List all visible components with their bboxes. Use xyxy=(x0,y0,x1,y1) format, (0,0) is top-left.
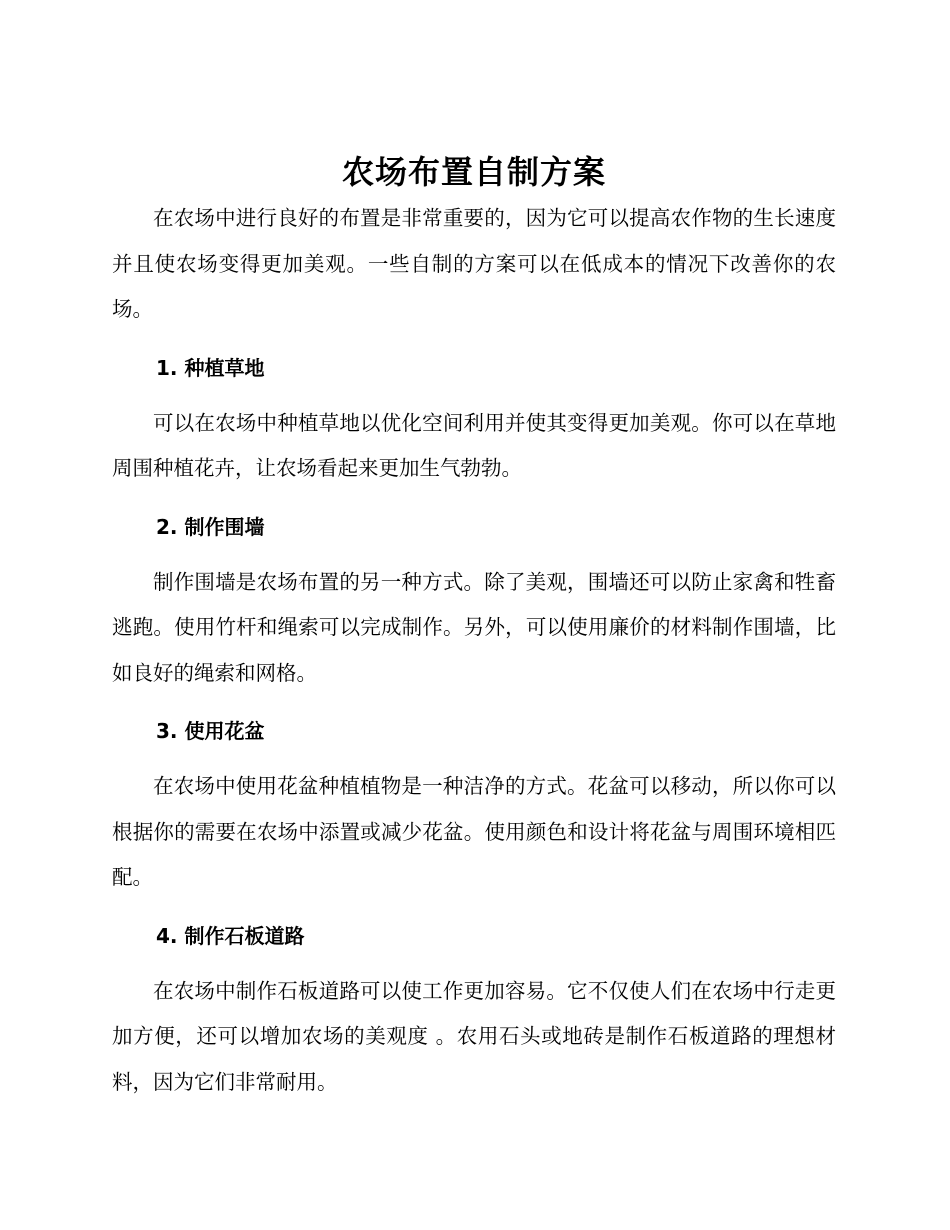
document-body xyxy=(112,150,836,1105)
document-title: 农场布置自制方案 xyxy=(341,153,606,191)
section-heading: 4. 制作石板道路 xyxy=(156,923,305,948)
section-building-fence xyxy=(112,512,836,697)
section-heading: 3. 使用花盆 xyxy=(156,719,265,743)
section-paragraph: 在农场中使用花盆种植植物是一种洁净的方式。花盆可以移动，所以你可以根据你的需要在农场中添置或减少花盆。使用颜色和设计将花盆与周围环境相匹配。 xyxy=(112,774,836,889)
section-paragraph: 在农场中制作石板道路可以使工作更加容易。它不仅使人们在农场中行走更加方便，还可以增加农场的美观度 。农用石头或地砖是制作石板道路的理想材料，因为它们非常耐用。 xyxy=(112,978,836,1094)
intro-paragraph: 在农场中进行良好的布置是非常重要的，因为它可以提高农作物的生长速度并且使农场变得更加美观。一些自制的方案可以在低成本的情况下改善你的农场。 xyxy=(112,206,836,321)
section-paragraph: 可以在农场中种植草地以优化空间利用并使其变得更加美观。你可以在草地周围种植花卉，让农场看起来更加生气勃勃。 xyxy=(112,410,836,480)
section-paragraph: 制作围墙是农场布置的另一种方式。除了美观，围墙还可以防止家禽和牲畜逃跑。使用竹杆和绳索可以完成制作。另外，可以使用廉价的材料制作围墙，比如良好的绳索和网格。 xyxy=(112,569,836,685)
section-heading: 2. 制作围墙 xyxy=(156,514,265,539)
section-using-flowerpots xyxy=(112,716,836,901)
section-heading: 1. 种植草地 xyxy=(156,355,265,380)
section-stone-path xyxy=(112,921,836,1106)
section-planting-grass xyxy=(112,353,836,492)
